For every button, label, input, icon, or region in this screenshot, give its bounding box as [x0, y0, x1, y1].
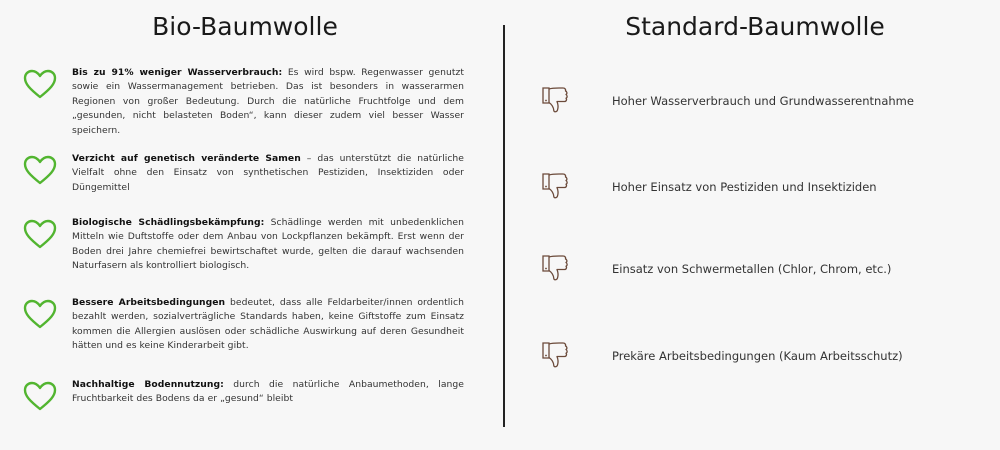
standard-item-text: Einsatz von Schwermetallen (Chlor, Chrom, etc.): [612, 262, 892, 276]
thumbs-down-icon: [540, 252, 570, 286]
standard-item-heavy-metals: [540, 252, 980, 286]
standard-item-pesticides: [540, 170, 980, 204]
standard-item-water: [540, 84, 980, 118]
standard-item-text: Hoher Wasserverbrauch und Grundwasserentnahme: [612, 94, 914, 108]
heart-icon: [22, 154, 58, 186]
thumbs-down-icon: [540, 339, 570, 373]
bio-item-working-conditions: [22, 296, 464, 354]
bio-item-seeds: [22, 152, 464, 195]
thumbs-down-icon: [540, 84, 570, 118]
heart-icon: [22, 218, 58, 250]
bio-item-text: Verzicht auf genetisch veränderte Samen – das unterstützt die natürliche Vielfalt ohne den Einsatz von synthetischen Pestiziden, Insektiziden oder Düngemittel: [72, 153, 465, 193]
bio-item-pest-control: [22, 216, 464, 274]
standard-column-title: Standard-Baumwolle: [625, 12, 885, 41]
bio-item-text: Bessere Arbeitsbedingungen bedeutet, dass alle Feldarbeiter/innen ordentlich bezahlt werden, sozialverträgliche Standards haben, keine Giftstoffe zum Einsatz kommen die Allergien auslösen oder schädliche Auswirkung auf deren Gesundheit hätten und es keine Kinderarbeit gibt.: [72, 297, 464, 352]
heart-icon: [22, 68, 58, 100]
bio-item-water: [22, 66, 464, 138]
bio-column-title: Bio-Baumwolle: [152, 12, 338, 41]
bio-item-text: Bis zu 91% weniger Wasserverbrauch: Es wird bspw. Regenwasser genutzt sowie ein Wassermanagement betrieben. Das ist besonders in wasserarmen Regionen von großer Bedeutung. Durch die natürliche Fruchtfolge und dem „gesunden, nicht belasteten Boden“, kann dieser zudem viel besser Wasser speichern.: [72, 67, 464, 136]
heart-icon: [22, 380, 58, 412]
column-divider: [503, 25, 505, 427]
thumbs-down-icon: [540, 170, 570, 204]
standard-item-text: Prekäre Arbeitsbedingungen (Kaum Arbeitsschutz): [612, 349, 903, 363]
standard-item-working-conditions: [540, 339, 980, 373]
bio-item-text: Nachhaltige Bodennutzung: durch die natürliche Anbaumethoden, lange Fruchtbarkeit des Bodens da er „gesund“ bleibt: [72, 379, 464, 405]
heart-icon: [22, 298, 58, 330]
bio-item-soil-use: [22, 378, 464, 412]
standard-item-text: Hoher Einsatz von Pestiziden und Insektiziden: [612, 180, 877, 194]
bio-item-text: Biologische Schädlingsbekämpfung: Schädlinge werden mit unbedenklichen Mitteln wie Duftstoffe oder dem Anbau von Lockpflanzen bekämpft. Erst wenn der Boden drei Jahre chemiefrei bewirtschaftet wurde, gelten die darauf wachsenden Naturfasern als kontrolliert biologisch.: [72, 217, 465, 272]
